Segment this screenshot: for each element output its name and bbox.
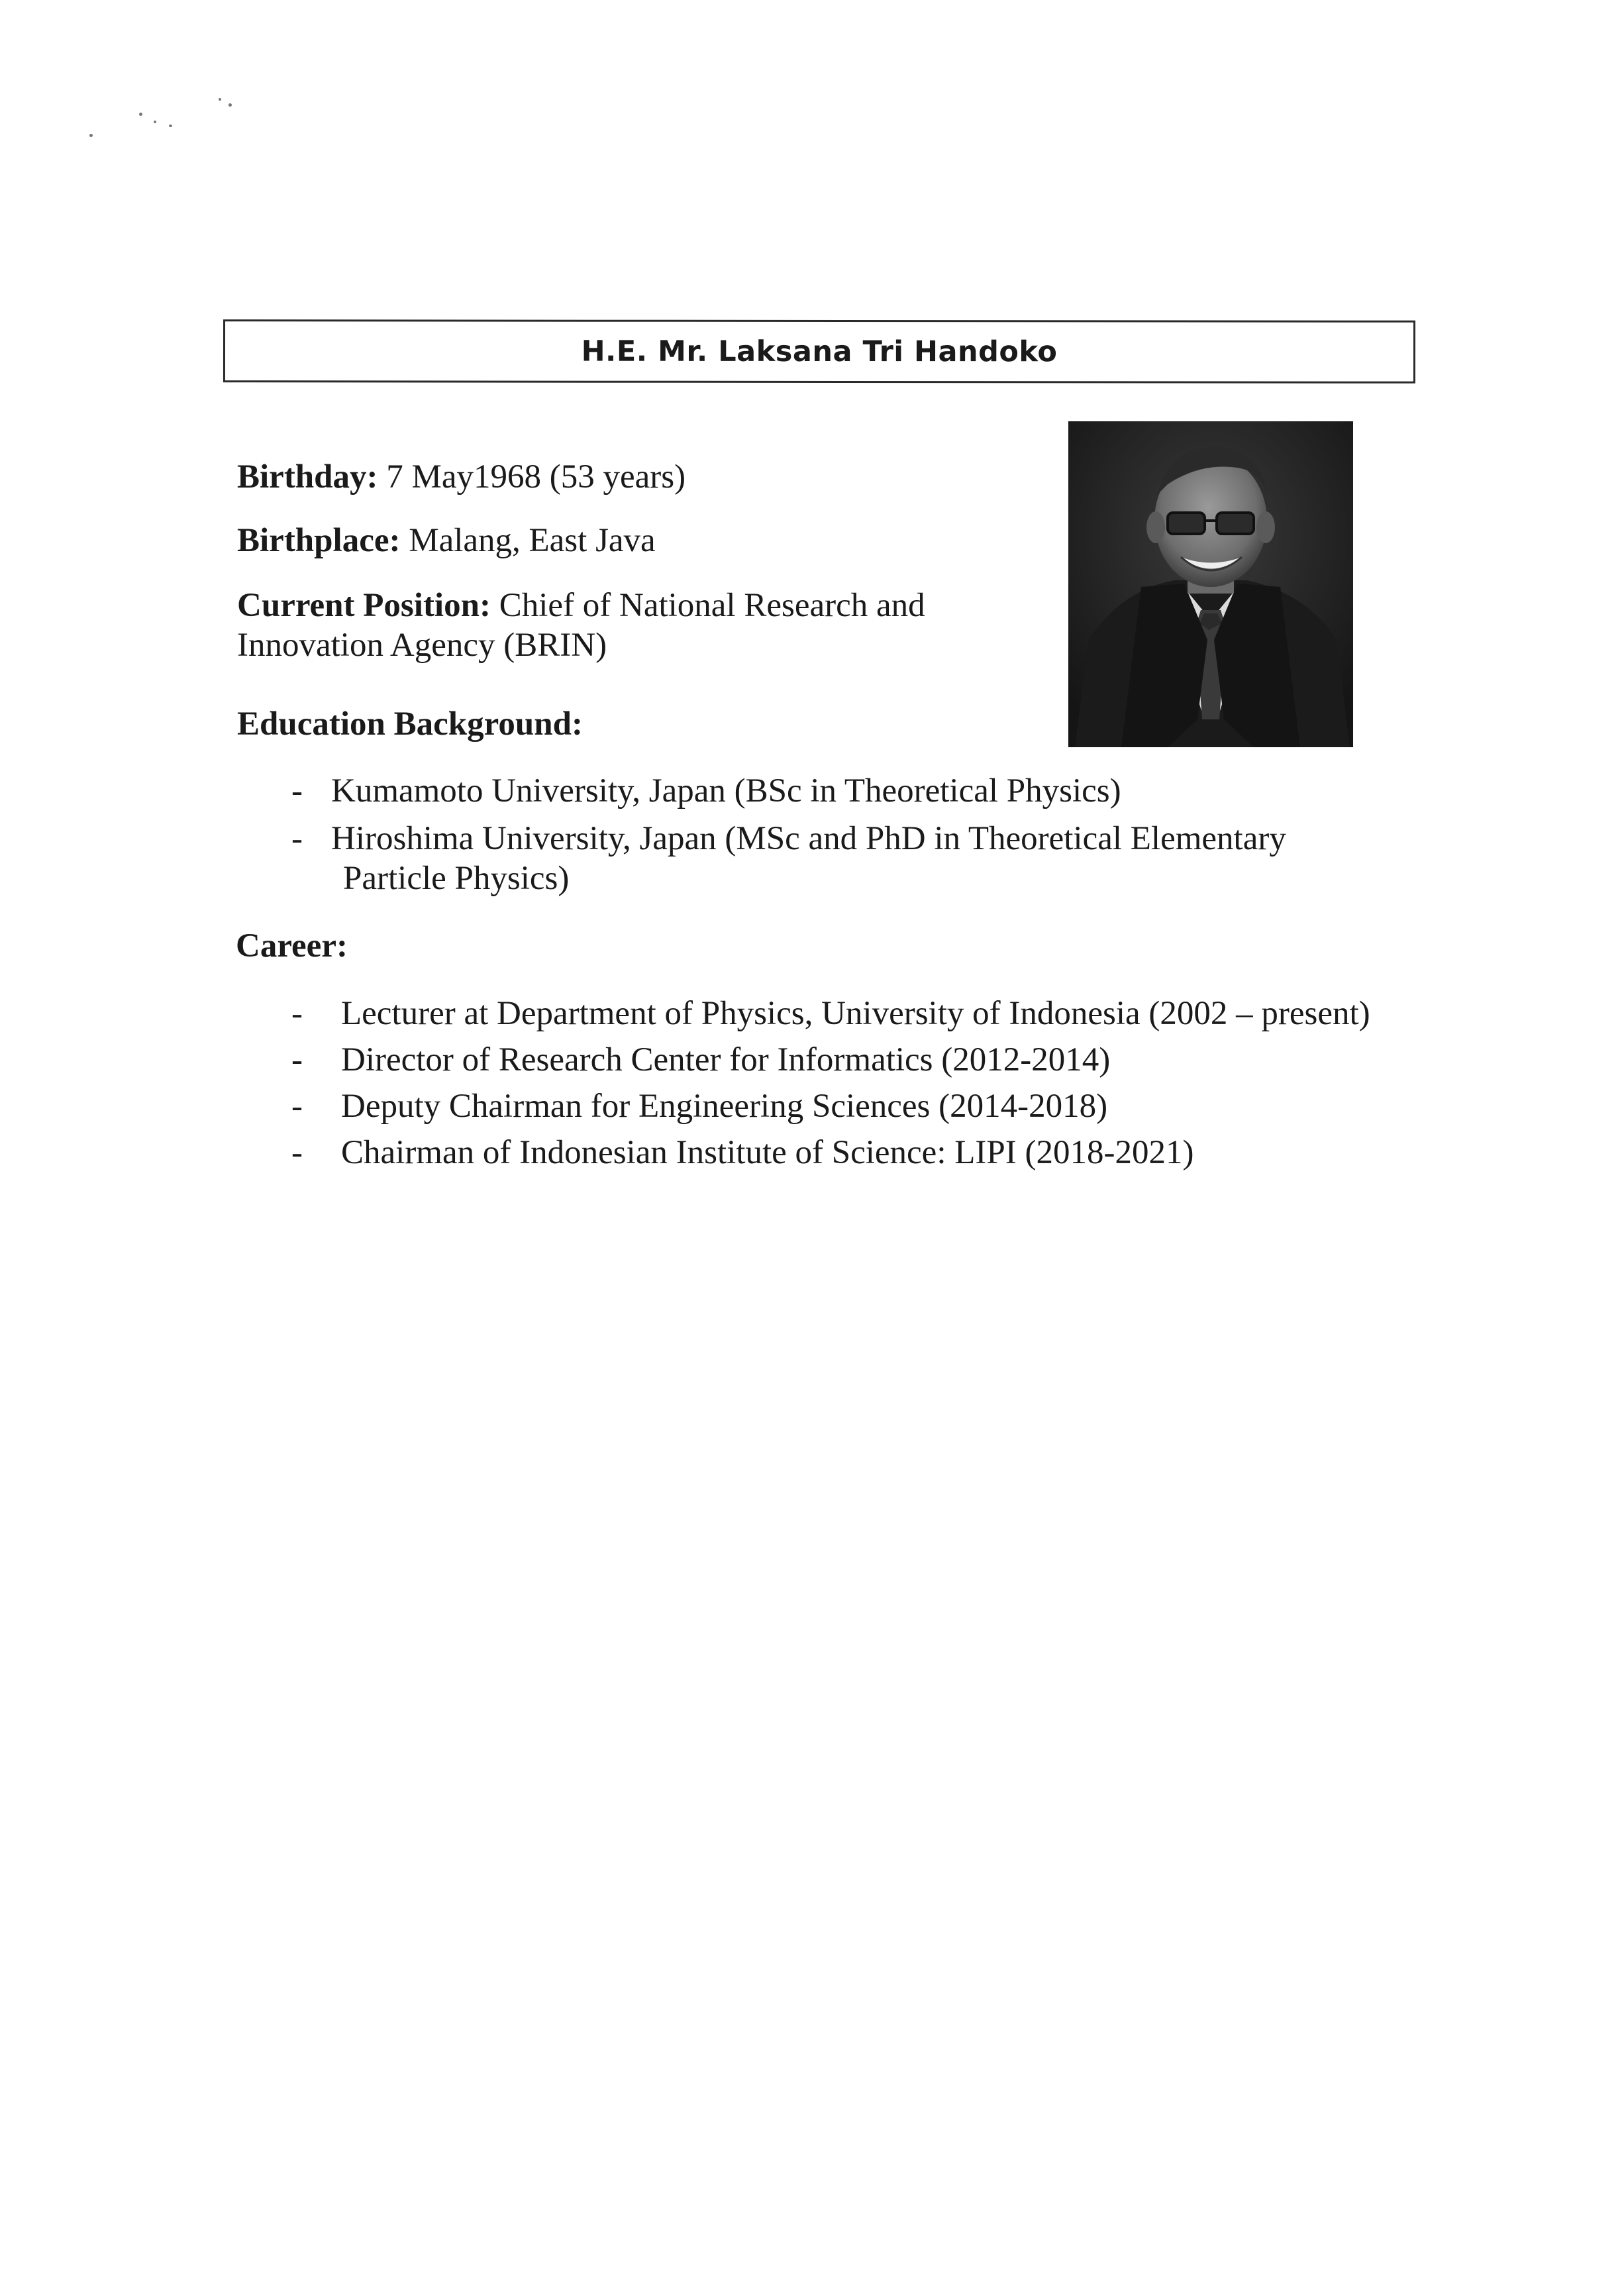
list-item — [291, 1086, 1417, 1126]
education-heading: Education Background: — [237, 705, 583, 743]
list-marker: - — [291, 772, 303, 809]
career-heading: Career: — [236, 927, 348, 964]
current-position-value-line2: Innovation Agency (BRIN) — [237, 627, 607, 664]
list-marker: - — [291, 1088, 303, 1125]
scan-speck — [89, 134, 93, 137]
education-item-text: Kumamoto University, Japan (BSc in Theoretical Physics) — [331, 772, 1121, 809]
scan-speck — [219, 98, 221, 101]
scan-speck — [154, 121, 156, 123]
list-item — [291, 771, 1404, 811]
list-item — [291, 1040, 1417, 1080]
list-marker: - — [291, 1041, 303, 1078]
list-item — [291, 1133, 1417, 1172]
career-item-text: Director of Research Center for Informatics (2012-2014) — [341, 1041, 1111, 1078]
list-item — [291, 819, 1404, 898]
education-list — [291, 771, 1404, 906]
scan-speck — [169, 125, 172, 127]
list-marker: - — [291, 820, 303, 857]
scan-speck — [228, 103, 232, 107]
page-title: H.E. Mr. Laksana Tri Handoko — [581, 335, 1058, 368]
career-item-text: Lecturer at Department of Physics, University of Indonesia (2002 – present) — [341, 995, 1370, 1032]
current-position-label: Current Position: — [237, 587, 491, 624]
current-position-value-line1: Chief of National Research and — [499, 587, 925, 624]
birthplace-value: Malang, East Java — [409, 522, 656, 559]
name-title-box — [223, 319, 1415, 384]
birthday-row — [237, 457, 1032, 497]
career-item-text: Chairman of Indonesian Institute of Science: LIPI (2018-2021) — [341, 1134, 1194, 1171]
education-item-text: Hiroshima University, Japan (MSc and PhD in Theoretical Elementary — [331, 820, 1286, 857]
scan-speck — [139, 113, 142, 116]
portrait-photo — [1068, 421, 1353, 747]
career-item-text: Deputy Chairman for Engineering Sciences (2014-2018) — [341, 1088, 1108, 1125]
birthplace-row — [237, 521, 1032, 560]
career-list — [291, 994, 1417, 1179]
birthday-label: Birthday: — [237, 458, 378, 495]
birthplace-label: Birthplace: — [237, 522, 401, 559]
birthday-value: 7 May1968 (53 years) — [386, 458, 686, 495]
current-position-row — [237, 586, 1032, 665]
list-item — [291, 994, 1417, 1033]
list-marker: - — [291, 1134, 303, 1171]
list-marker: - — [291, 995, 303, 1032]
education-item-continuation: Particle Physics) — [343, 860, 570, 897]
